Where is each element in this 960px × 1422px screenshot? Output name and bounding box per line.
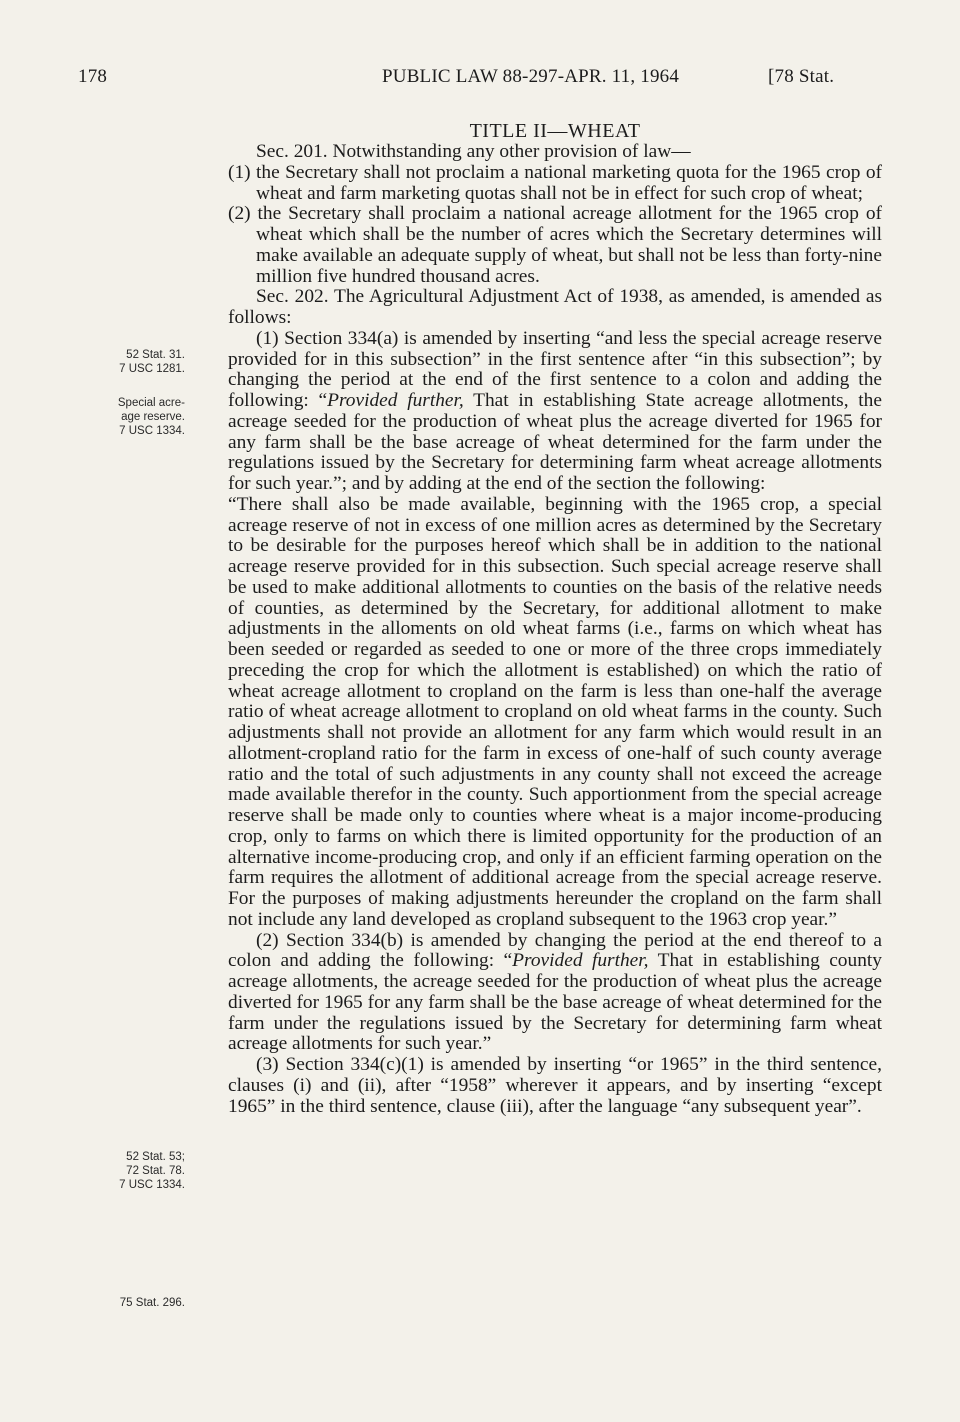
volume-citation: [78 Stat. <box>768 66 835 87</box>
inserted-quote: “There shall also be made available, beginning with the 1965 crop, a special acreage reserve of not in excess of one million acres as determined by the Secretary to be desirable for the purposes hereof which shall be in addition to the national acreage reserve provided for in this subsection. Such special acreage reserve shall be used to make additional allotments to counties on the basis of the relative needs of counties, as determined by the Secretary, for additional allotment to make adjustments in the alloments on old wheat farms (i.e., farms on which wheat has been seeded or regarded as seeded to one or more of the three crops immediately preceding the crop for which the allotment is established) on which the ratio of wheat acreage allotment to cropland on the farm is less than one-half the average ratio of wheat acreage allotment to cropland on old wheat farms in the county. Such adjustments shall not provide an allotment for any farm which would result in an allotment-cropland ratio for the farm in excess of one-half of such county average ratio and the total of such adjustments in any county shall not exceed the acreage made available therefor in the county. Such apportionment from the special acreage reserve shall be made only to counties where wheat is a major income-producing crop, only to farms on which there is limited opportunity for the production of an alternative income-producing crop, and only if an efficient farming operation on the farm requires the allotment of additional acreage from the special acreage reserve. For the purposes of making adjustments hereunder the cropland on the farm shall not include any land developed as cropland subsequent to the 1963 crop year.” <box>228 493 882 930</box>
amendment-3: (3) Section 334(c)(1) is amended by inserting “or 1965” in the third sentence, clauses (i) and (ii), after “1958” wherever it appears, and by inserting “except 1965” in the third sentence, clause (iii), after the language “any subsequent year”. <box>228 1054 882 1117</box>
margin-note-stat-296: 75 Stat. 296. <box>119 1297 185 1309</box>
section-201: Sec. 201. Notwithstanding any other provision of law— <box>256 141 691 162</box>
item-2: (2) the Secretary shall proclaim a national acreage allotment for the 1965 crop of wheat which shall be the number of acres which the Secretary determines will make available an adequate supply of wheat, but shall not be less than forty-nine million five hundred thousand acres. <box>228 203 882 287</box>
running-head-title: PUBLIC LAW 88-297-APR. 11, 1964 <box>382 66 680 87</box>
margin-note-stat-53: 52 Stat. 53; 72 Stat. 78. 7 USC 1334. <box>119 1151 185 1191</box>
margin-note-stat-31: 52 Stat. 31. 7 USC 1281. <box>119 349 185 375</box>
body-text <box>228 120 882 1117</box>
item-1: (1) the Secretary shall not proclaim a national marketing quota for the 1965 crop of wheat and farm marketing quotas shall not be in effect for such crop of wheat; <box>228 161 882 204</box>
margin-note-special-acreage: Special acre- age reserve. 7 USC 1334. <box>117 397 185 437</box>
section-202: Sec. 202. The Agricultural Adjustment Act of 1938, as amended, is amended as follows: <box>228 286 882 328</box>
amendment-1: (1) Section 334(a) is amended by inserting “and less the special acreage reserve provided for in this subsection” in the first sentence after “in this subsection”; by changing the period at the end of the first sentence to a colon and adding the following: “Provided further, That in establishing State acreage allotments, the acreage seeded for the production of wheat plus the acreage diverted for 1965 for any farm shall be the base acreage of wheat determined for the farm under the regulations issued by the Secretary for determining farm wheat acreage allotments for such year.”; and by adding at the end of the section the following: <box>228 327 882 494</box>
section-title: TITLE II—WHEAT <box>469 120 641 142</box>
page-number: 178 <box>78 66 108 87</box>
amendment-2: (2) Section 334(b) is amended by changing the period at the end thereof to a colon and adding the following: “Provided further, That in establishing county acreage allotments, the acreage seeded for the production of wheat plus the acreage diverted for 1965 for any farm shall be the base acreage of wheat determined for the farm under the regulations issued by the Secretary for determining farm wheat acreage allotments for such year.” <box>228 929 882 1055</box>
